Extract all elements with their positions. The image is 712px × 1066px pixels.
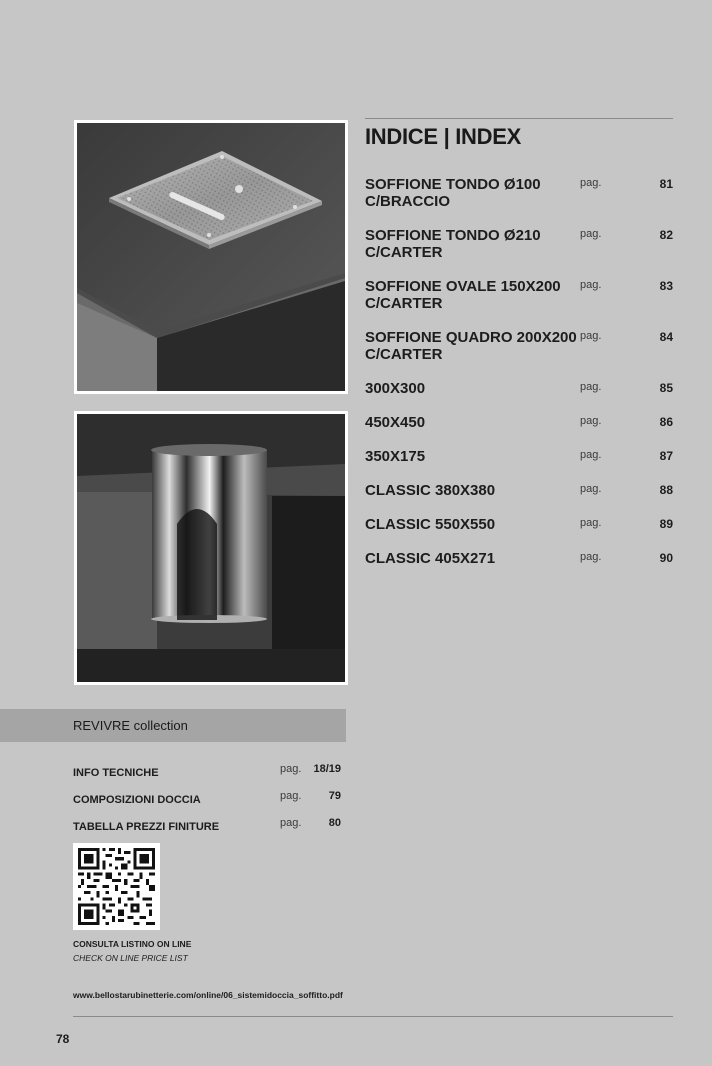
info-item-page-number: 18/19 [313, 763, 341, 775]
index-item-page-number: 84 [659, 330, 673, 344]
index-item-name: 350X175 [365, 448, 426, 465]
collection-info-item[interactable] [73, 763, 341, 790]
cylinder-shower-head-photo [74, 411, 348, 685]
index-item[interactable] [365, 380, 673, 414]
index-item-pag-label: pag. [580, 330, 602, 342]
index-item-pag-label: pag. [580, 415, 602, 427]
info-item-name: TABELLA PREZZI FINITURE [73, 821, 220, 833]
index-top-rule [365, 118, 673, 119]
index-item-name: SOFFIONE TONDO Ø100 C/BRACCIO [365, 176, 541, 210]
info-item-name: COMPOSIZIONI DOCCIA [73, 794, 201, 806]
info-item-pag-label: pag. [280, 817, 302, 829]
collection-label: REVIVRE collection [73, 718, 188, 733]
index-item[interactable] [365, 414, 673, 448]
collection-bar [0, 709, 346, 742]
index-item-name: CLASSIC 380X380 [365, 482, 496, 499]
index-item-page-number: 85 [659, 381, 673, 395]
index-item-pag-label: pag. [580, 517, 602, 529]
index-item[interactable] [365, 550, 673, 584]
price-list-url-link[interactable]: www.bellostarubinetterie.com/online/06_sistemidoccia_soffitto.pdf [73, 990, 343, 1000]
index-item[interactable] [365, 516, 673, 550]
index-item-name: 300X300 [365, 380, 426, 397]
index-item-pag-label: pag. [580, 177, 602, 189]
index-item-name: SOFFIONE TONDO Ø210 C/CARTER [365, 227, 541, 261]
index-item[interactable] [365, 329, 673, 380]
index-item-pag-label: pag. [580, 483, 602, 495]
index-item-page-number: 86 [659, 415, 673, 429]
consulta-listino-text: CONSULTA LISTINO ON LINE [73, 939, 192, 949]
collection-info-item[interactable] [73, 817, 341, 844]
index-item-page-number: 82 [659, 228, 673, 242]
index-item-page-number: 88 [659, 483, 673, 497]
check-price-list-text: CHECK ON LINE PRICE LIST [73, 953, 188, 963]
index-item[interactable] [365, 448, 673, 482]
page-number: 78 [56, 1032, 70, 1046]
collection-info-item[interactable] [73, 790, 341, 817]
index-item[interactable] [365, 482, 673, 516]
index-list [365, 176, 673, 584]
index-item-pag-label: pag. [580, 449, 602, 461]
index-item-page-number: 87 [659, 449, 673, 463]
index-item-name: SOFFIONE QUADRO 200X200 C/CARTER [365, 329, 577, 363]
index-item-pag-label: pag. [580, 381, 602, 393]
index-item-name: CLASSIC 405X271 [365, 550, 496, 567]
info-item-pag-label: pag. [280, 763, 302, 775]
index-item[interactable] [365, 227, 673, 278]
index-item-name: 450X450 [365, 414, 426, 431]
qr-code-graphic [78, 848, 155, 925]
index-item[interactable] [365, 278, 673, 329]
index-item-page-number: 90 [659, 551, 673, 565]
index-item-name: SOFFIONE OVALE 150X200 C/CARTER [365, 278, 561, 312]
collection-info-list [73, 763, 341, 844]
index-item-page-number: 81 [659, 177, 673, 191]
info-item-name: INFO TECNICHE [73, 767, 159, 779]
square-shower-head-photo [74, 120, 348, 394]
info-item-page-number: 79 [328, 790, 341, 802]
info-item-page-number: 80 [328, 817, 341, 829]
index-item-page-number: 89 [659, 517, 673, 531]
index-item-pag-label: pag. [580, 228, 602, 240]
footer-rule [73, 1016, 673, 1017]
index-item-pag-label: pag. [580, 551, 602, 563]
index-item[interactable] [365, 176, 673, 227]
index-item-pag-label: pag. [580, 279, 602, 291]
index-title: INDICE | INDEX [365, 124, 521, 149]
index-item-name: CLASSIC 550X550 [365, 516, 496, 533]
index-item-page-number: 83 [659, 279, 673, 293]
cylinder-shower-image [77, 414, 345, 682]
square-shower-image [77, 123, 345, 391]
info-item-pag-label: pag. [280, 790, 302, 802]
qr-code-icon[interactable] [73, 843, 160, 930]
